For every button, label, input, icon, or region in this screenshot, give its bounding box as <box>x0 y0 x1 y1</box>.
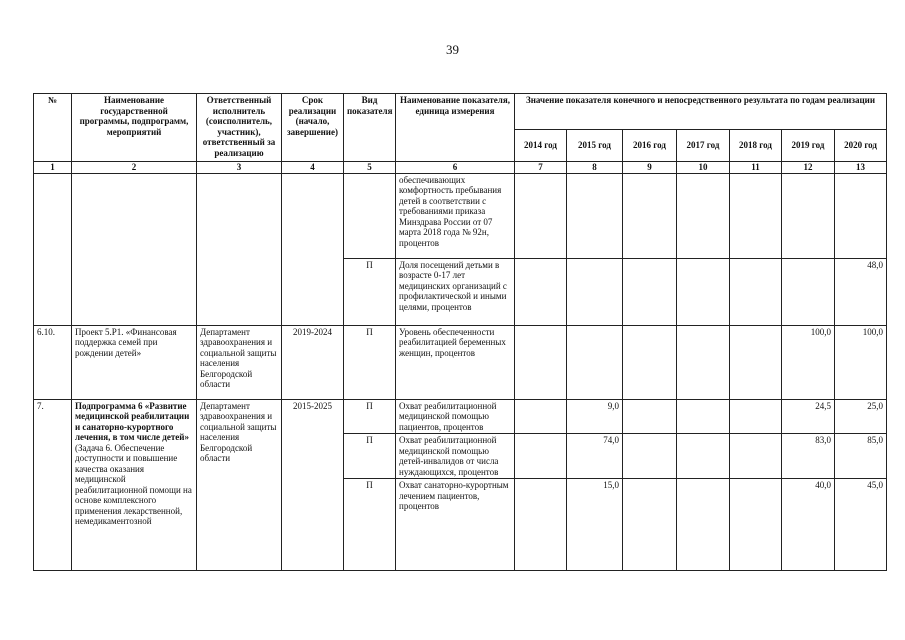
column-number: 10 <box>677 162 730 174</box>
value-2020: 25,0 <box>835 399 887 434</box>
column-number: 8 <box>567 162 623 174</box>
header-year-2014: 2014 год <box>515 130 567 162</box>
term: 2019-2024 <box>282 325 344 399</box>
column-number: 9 <box>623 162 677 174</box>
subprogram-name <box>72 399 197 571</box>
value-2019: 83,0 <box>782 434 835 479</box>
indicator-kind: П <box>344 434 396 479</box>
header-year-2015: 2015 год <box>567 130 623 162</box>
indicator-kind: П <box>344 479 396 571</box>
column-number: 12 <box>782 162 835 174</box>
row-number: 7. <box>34 399 72 571</box>
table-row <box>34 325 887 399</box>
header-num: № <box>34 94 72 162</box>
subprogram-task: (Задача 6. Обеспечение доступности и повышение качества оказания медицинской реабилитационной помощи на основе комплексного применения лекарственной, немедикаментозной <box>75 442 192 526</box>
indicator-name: Охват реабилитационной медицинской помощью детей-инвалидов от числа нуждающихся, процентов <box>396 434 515 479</box>
value-2019: 24,5 <box>782 399 835 434</box>
measure-name: Проект 5.Р1. «Финансовая поддержка семей при рождении детей» <box>72 325 197 399</box>
indicator-kind: П <box>344 325 396 399</box>
row-number: 6.10. <box>34 325 72 399</box>
header-name: Наименование государственной программы, подпрограмм, мероприятий <box>72 94 197 162</box>
header-year-2019: 2019 год <box>782 130 835 162</box>
header-year-2018: 2018 год <box>730 130 782 162</box>
column-number: 11 <box>730 162 782 174</box>
indicator-name: Охват санаторно-курортным лечением пациентов, процентов <box>396 479 515 571</box>
indicator-name: Уровень обеспеченности реабилитацией беременных женщин, процентов <box>396 325 515 399</box>
header-year-2020: 2020 год <box>835 130 887 162</box>
indicator-kind: П <box>344 258 396 325</box>
value-2020: 45,0 <box>835 479 887 571</box>
table-row <box>34 173 887 258</box>
column-number: 5 <box>344 162 396 174</box>
header-year-2016: 2016 год <box>623 130 677 162</box>
indicator-name: Доля посещений детьми в возрасте 0-17 лет медицинских организаций с профилактической и иными целями, процентов <box>396 258 515 325</box>
value-2020: 85,0 <box>835 434 887 479</box>
responsible: Департамент здравоохранения и социальной защиты населения Белгородской области <box>197 325 282 399</box>
table-row <box>34 399 887 434</box>
value-2015: 15,0 <box>567 479 623 571</box>
indicator-name: обеспечивающих комфортность пребывания детей в соответствии с требованиями приказа Минздрава России от 07 марта 2018 года № 92н, процентов <box>396 173 515 258</box>
column-number: 4 <box>282 162 344 174</box>
subprogram-title: Подпрограмма 6 «Развитие медицинской реабилитации и санаторно-курортного лечения, в том числе детей» <box>75 400 190 442</box>
indicators-table <box>33 93 887 571</box>
column-numbers-row <box>34 162 887 174</box>
term: 2015-2025 <box>282 399 344 571</box>
indicator-name: Охват реабилитационной медицинской помощью пациентов, процентов <box>396 399 515 434</box>
value-2020: 100,0 <box>835 325 887 399</box>
value-2020: 48,0 <box>835 258 887 325</box>
header-responsible: Ответственный исполнитель (соисполнитель, участник), ответственный за реализацию <box>197 94 282 162</box>
value-2015: 74,0 <box>567 434 623 479</box>
column-number: 2 <box>72 162 197 174</box>
value-2015: 9,0 <box>567 399 623 434</box>
column-number: 13 <box>835 162 887 174</box>
column-number: 6 <box>396 162 515 174</box>
header-indicator: Наименование показателя, единица измерения <box>396 94 515 162</box>
header-values-title: Значение показателя конечного и непосредственного результата по годам реализации <box>515 94 887 130</box>
page-number: 39 <box>446 42 459 57</box>
column-number: 3 <box>197 162 282 174</box>
indicator-kind: П <box>344 399 396 434</box>
responsible: Департамент здравоохранения и социальной защиты населения Белгородской области <box>197 399 282 571</box>
value-2019: 100,0 <box>782 325 835 399</box>
column-number: 1 <box>34 162 72 174</box>
column-number: 7 <box>515 162 567 174</box>
header-year-2017: 2017 год <box>677 130 730 162</box>
header-term: Срок реализации (начало, завершение) <box>282 94 344 162</box>
value-2019: 40,0 <box>782 479 835 571</box>
header-kind: Вид показателя <box>344 94 396 162</box>
